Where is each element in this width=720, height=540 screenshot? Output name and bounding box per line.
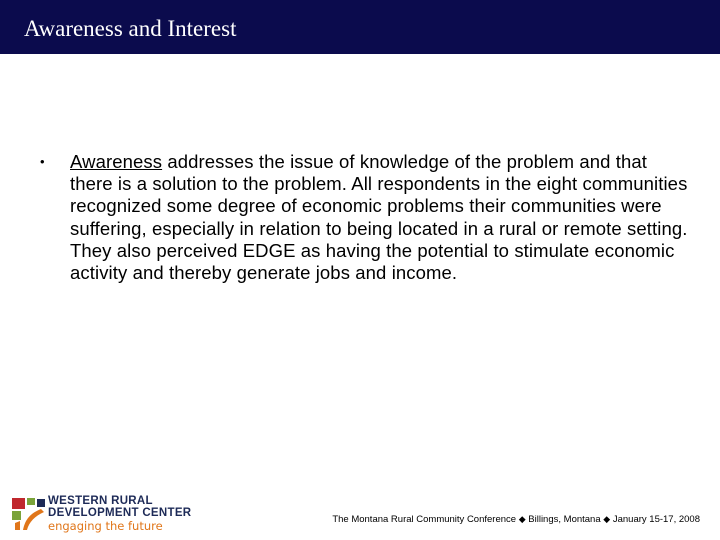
footer-conference: The Montana Rural Community Conference: [332, 514, 517, 525]
diamond-icon: ◆: [603, 514, 611, 524]
wrdc-logo-icon: [11, 497, 47, 531]
footer-location: Billings, Montana: [528, 514, 601, 525]
title-bar: [0, 0, 720, 54]
slide-body: [40, 151, 690, 284]
bullet-text: [70, 151, 690, 284]
footer: [332, 514, 700, 525]
bullet-text-rest: addresses the issue of knowledge of the problem and that there is a solution to the problem. All respondents in the eight communities recognized some degree of economic problems their communities were suffering, especially in relation to being located in a rural or remote setting. They also perceived EDGE as having the potential to stimulate economic activity and thereby generate jobs and income.: [70, 151, 688, 284]
bullet-item: [40, 151, 690, 284]
bullet-icon: •: [40, 154, 45, 169]
diamond-icon: ◆: [518, 514, 526, 524]
logo-tagline: engaging the future: [48, 519, 163, 533]
footer-date: January 15-17, 2008: [612, 514, 700, 525]
logo-line-1: WESTERN RURAL: [48, 495, 153, 507]
slide-title: Awareness and Interest: [24, 16, 237, 41]
wrdc-logo: [11, 495, 201, 533]
keyword-awareness: Awareness: [70, 151, 163, 172]
logo-line-2: DEVELOPMENT CENTER: [48, 507, 192, 519]
